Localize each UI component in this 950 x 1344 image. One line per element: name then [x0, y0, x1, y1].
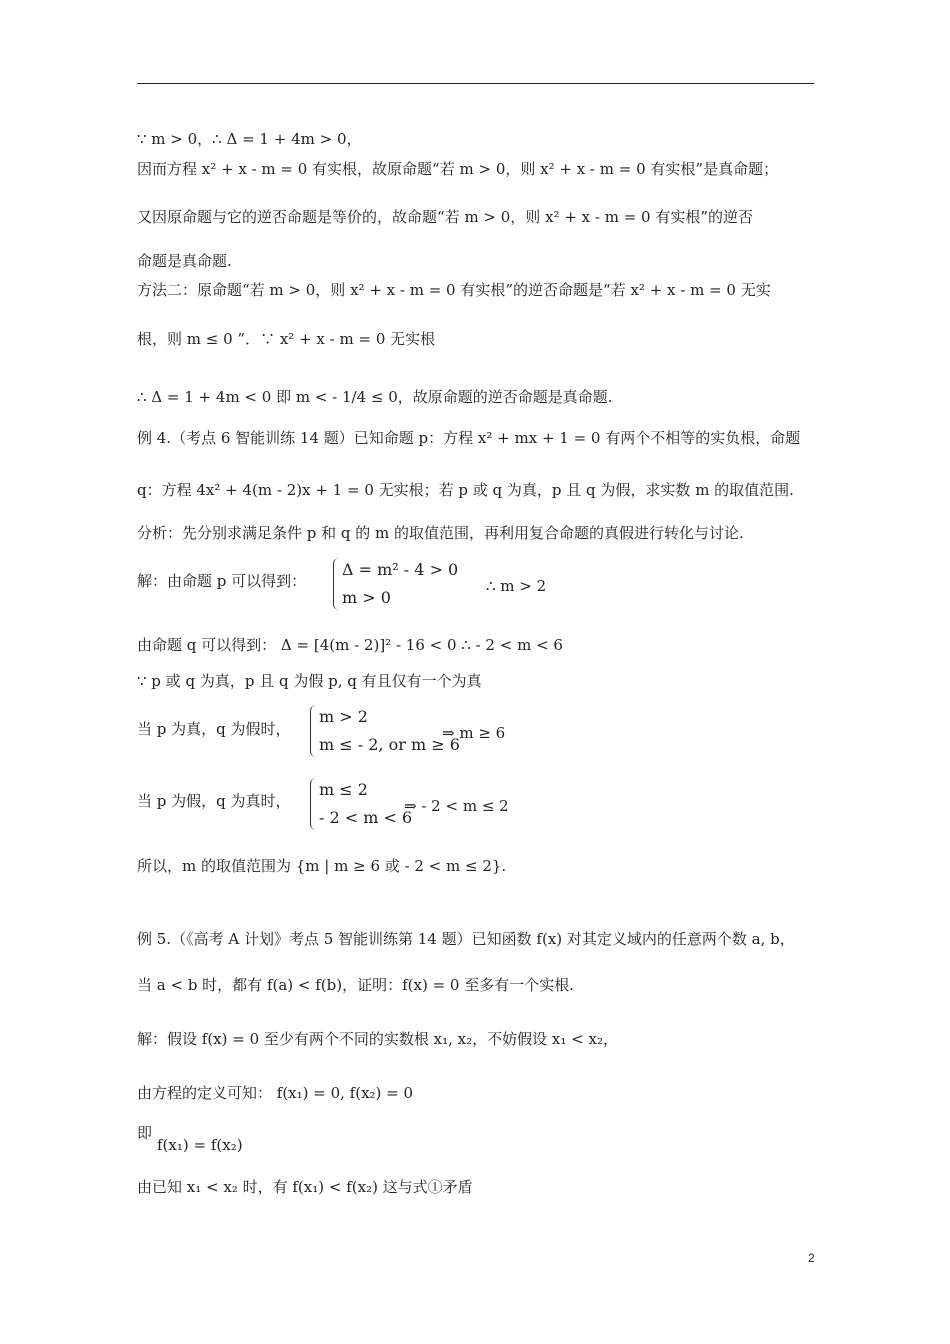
text-line: 当 p 为假，q 为真时， — [137, 792, 291, 810]
text-line: 由方程的定义可知： f(x₁) = 0, f(x₂) = 0 — [137, 1084, 414, 1102]
text-line: 根，则 m ≤ 0 ”．∵ x² + x - m = 0 无实根 — [137, 330, 436, 348]
equation: m ≤ - 2, or m ≥ 6 — [319, 735, 460, 754]
text-line: 又因原命题与它的逆否命题是等价的，故命题“若 m > 0，则 x² + x - m = 0 有实根”的逆否 — [137, 208, 754, 226]
text-line: ⇒ m ≥ 6 — [442, 724, 506, 742]
text-line: q：方程 4x² + 4(m - 2)x + 1 = 0 无实根；若 p 或 q 为真，p 且 q 为假，求实数 m 的取值范围. — [137, 481, 794, 499]
text-line: 解：由命题 p 可以得到： — [137, 572, 307, 590]
text-line: ∵ p 或 q 为真，p 且 q 为假 p, q 有且仅有一个为真 — [137, 672, 482, 690]
text-line: f(x₁) = f(x₂) — [157, 1136, 243, 1154]
text-line: ⇒ - 2 < m ≤ 2 — [404, 797, 509, 815]
text-line: 分析：先分别求满足条件 p 和 q 的 m 的取值范围，再利用复合命题的真假进行转化与讨论. — [137, 524, 744, 542]
text-line: 所以，m 的取值范围为 {m | m ≥ 6 或 - 2 < m ≤ 2}. — [137, 857, 507, 875]
text-line: 由命题 q 可以得到： Δ = [4(m - 2)]² - 16 < 0 ∴ - 2 < m < 6 — [137, 636, 563, 654]
text-line: 方法二：原命题“若 m > 0，则 x² + x - m = 0 有实根”的逆否命题是“若 x² + x - m = 0 无实 — [137, 281, 771, 299]
text-line: 命题是真命题. — [137, 252, 232, 270]
equation: m > 0 — [342, 588, 391, 607]
text-line: 由已知 x₁ < x₂ 时，有 f(x₁) < f(x₂) 这与式①矛盾 — [137, 1178, 473, 1196]
text-line: 解：假设 f(x) = 0 至少有两个不同的实数根 x₁, x₂，不妨假设 x₁ < x₂， — [137, 1030, 618, 1048]
text-line: ∴ m > 2 — [486, 577, 547, 595]
text-line: 当 a < b 时，都有 f(a) < f(b)，证明：f(x) = 0 至多有一个实根. — [137, 976, 575, 994]
text-line: 因而方程 x² + x - m = 0 有实根，故原命题“若 m > 0，则 x² + x - m = 0 有实根”是真命题； — [137, 160, 779, 178]
text-line: 例 4.（考点 6 智能训练 14 题）已知命题 p：方程 x² + mx + 1 = 0 有两个不相等的实负根，命题 — [137, 429, 801, 447]
text-line: ∵ m > 0，∴ Δ = 1 + 4m > 0， — [137, 130, 362, 148]
text-line: 例 5.（《高考 A 计划》考点 5 智能训练第 14 题）已知函数 f(x) 对其定义域内的任意两个数 a, b， — [137, 930, 795, 948]
page-number: 2 — [808, 1251, 815, 1265]
equation: Δ = m² - 4 > 0 — [342, 560, 459, 579]
equation: m ≤ 2 — [319, 780, 368, 799]
text-line: 当 p 为真，q 为假时， — [137, 720, 291, 738]
text-line: 即 — [137, 1124, 153, 1142]
header-rule — [137, 83, 814, 84]
equation-system — [333, 558, 484, 610]
equation: - 2 < m < 6 — [319, 808, 413, 827]
equation: m > 2 — [319, 707, 368, 726]
equation-system — [310, 705, 460, 757]
text-line: ∴ Δ = 1 + 4m < 0 即 m < - 1/4 ≤ 0，故原命题的逆否命题是真命题. — [137, 388, 613, 406]
